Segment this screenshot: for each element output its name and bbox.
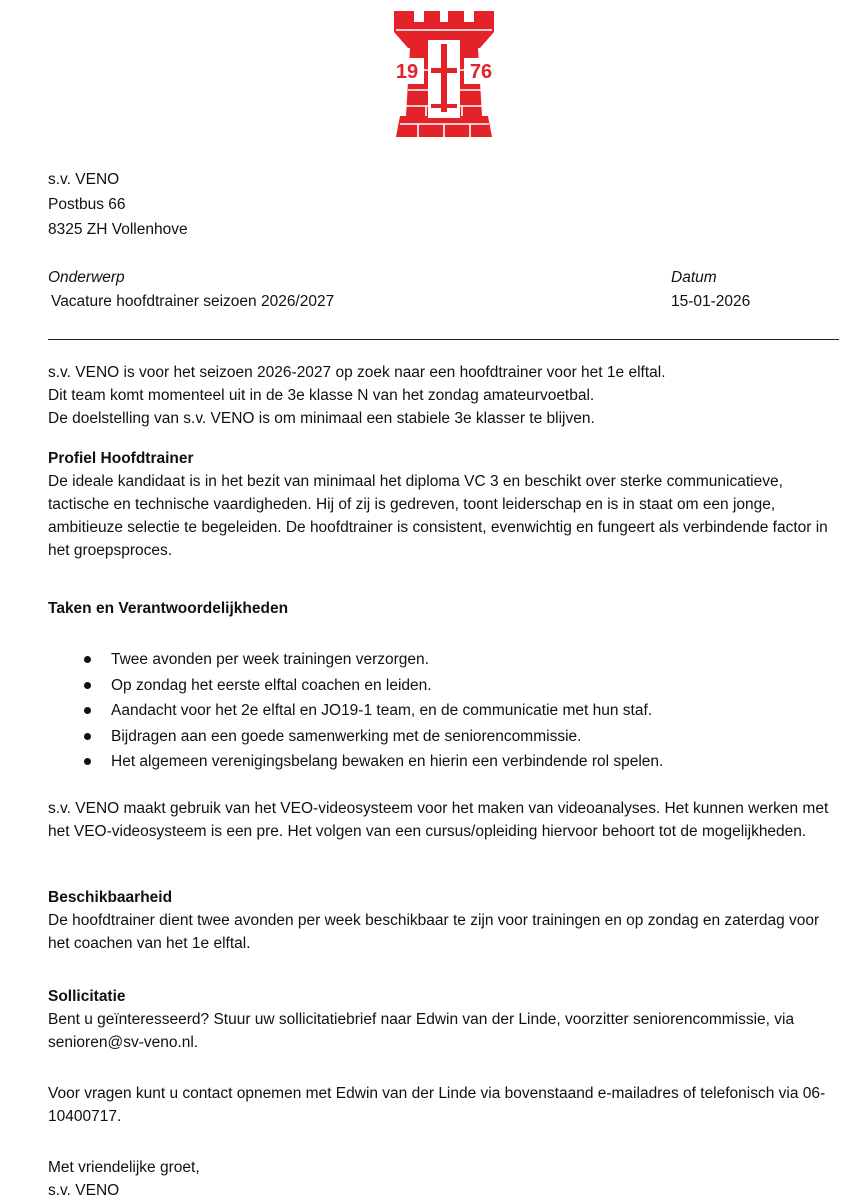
profile-heading: Profiel Hoofdtrainer <box>48 450 194 467</box>
sender-address <box>48 167 188 242</box>
availability-text: De hoofdtrainer dient twee avonden per week beschikbaar te zijn voor trainingen en op zondag en zaterdag voor het coachen van het 1e elftal. <box>48 912 820 952</box>
bullet-icon <box>84 682 91 689</box>
list-item-text: Bijdragen aan een goede samenwerking met de seniorencommissie. <box>111 727 582 745</box>
list-item <box>48 673 828 699</box>
questions-paragraph: Voor vragen kunt u contact opnemen met Edwin van der Linde via bovenstaand e-mailadres of telefonisch via 06-10400717. <box>48 1085 826 1125</box>
date-block <box>671 266 750 314</box>
application-text: Bent u geïnteresseerd? Stuur uw sollicitatiebrief naar Edwin van der Linde, voorzitter seniorencommissie, via senioren@sv-veno.nl. <box>48 1011 795 1051</box>
profile-text: De ideale kandidaat is in het bezit van minimaal het diploma VC 3 en beschikt over sterke communicatieve, tactische en technische vaardigheden. Hij of zij is gedreven, toont leiderschap en is in staat om een jonge, ambitieuze selectie te begeleiden. De hoofdtrainer is consistent, evenwichtig en fungeert als verbindende factor in het groepsproces. <box>48 473 828 559</box>
list-item <box>48 698 828 724</box>
tasks-list <box>48 647 828 775</box>
address-line: 8325 ZH Vollenhove <box>48 221 188 238</box>
subject-label: Onderwerp <box>48 269 125 286</box>
list-item <box>48 647 828 673</box>
subject-block <box>48 266 334 314</box>
intro-line: s.v. VENO is voor het seizoen 2026-2027 op zoek naar een hoofdtrainer voor het 1e elftal. <box>48 364 666 381</box>
list-item-text: Op zondag het eerste elftal coachen en leiden. <box>111 676 432 694</box>
address-line: Postbus 66 <box>48 196 126 213</box>
application-heading: Sollicitatie <box>48 988 126 1005</box>
list-item <box>48 749 828 775</box>
list-item-text: Aandacht voor het 2e elftal en JO19-1 team, en de communicatie met hun staf. <box>111 702 653 719</box>
availability-section <box>48 886 833 955</box>
list-item-text: Het algemeen verenigingsbelang bewaken en hierin een verbindende rol spelen. <box>111 753 664 770</box>
logo-year-left: 19 <box>395 61 419 83</box>
date-label: Datum <box>671 269 717 286</box>
tasks-heading: Taken en Verantwoordelijkheden <box>48 600 289 617</box>
list-item-text: Twee avonden per week trainingen verzorgen. <box>111 651 429 668</box>
intro-line: Dit team komt momenteel uit in de 3e klasse N van het zondag amateurvoetbal. <box>48 387 595 404</box>
application-section <box>48 985 833 1054</box>
subject-value: Vacature hoofdtrainer seizoen 2026/2027 <box>51 293 335 310</box>
divider <box>48 339 839 340</box>
logo-year-right: 76 <box>469 61 493 83</box>
bullet-icon <box>84 656 91 663</box>
closing-greeting: Met vriendelijke groet, <box>48 1159 200 1176</box>
closing <box>48 1156 833 1202</box>
intro-paragraph <box>48 361 833 430</box>
bullet-icon <box>84 733 91 740</box>
address-line: s.v. VENO <box>48 171 120 188</box>
intro-line: De doelstelling van s.v. VENO is om minimaal een stabiele 3e klasser te blijven. <box>48 410 595 427</box>
closing-signature: s.v. VENO <box>48 1182 120 1199</box>
date-value: 15-01-2026 <box>671 293 751 310</box>
list-item <box>48 724 828 750</box>
bullet-icon <box>84 758 91 765</box>
club-logo <box>388 8 500 140</box>
availability-heading: Beschikbaarheid <box>48 889 173 906</box>
bullet-icon <box>84 707 91 714</box>
profile-section <box>48 447 833 562</box>
veo-paragraph: s.v. VENO maakt gebruik van het VEO-videosysteem voor het maken van videoanalyses. Het kunnen werken met het VEO-videosysteem is een pre. Het volgen van een cursus/opleiding hiervoor behoort tot de mogelijkheden. <box>48 800 829 840</box>
